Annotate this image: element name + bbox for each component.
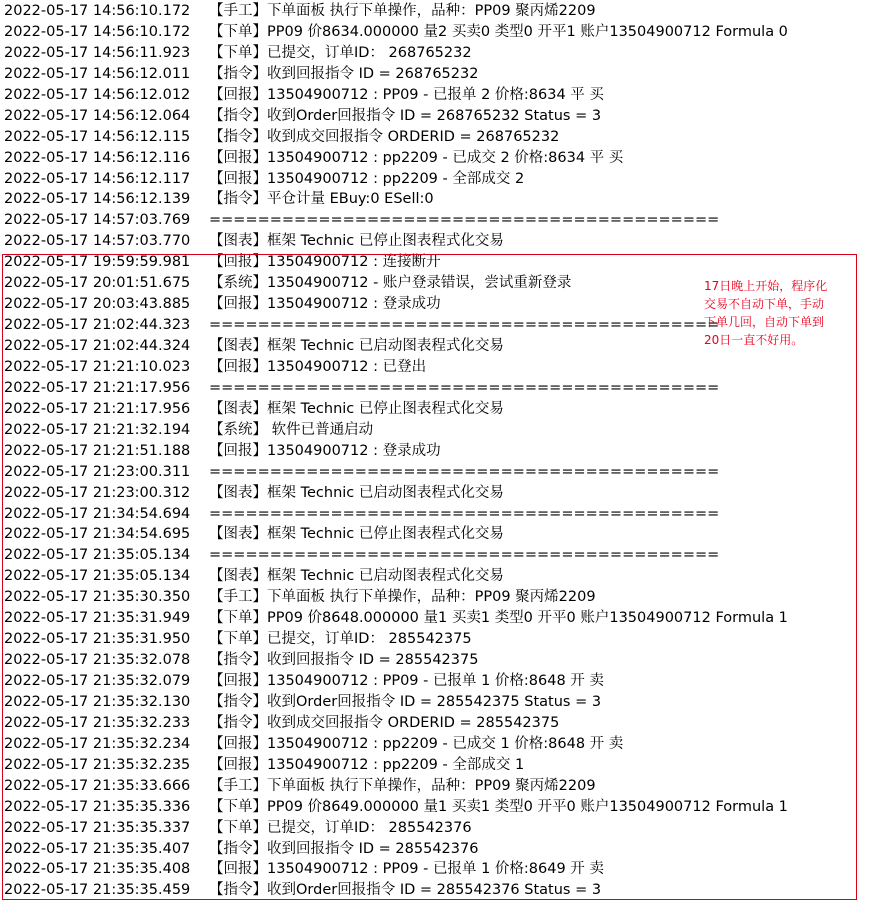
log-row bbox=[0, 148, 880, 169]
log-message: 【下单】已提交，订单ID： 285542375 bbox=[209, 631, 472, 648]
log-message: ========================================== bbox=[209, 463, 720, 480]
log-timestamp: 2022-05-17 21:21:32.194 bbox=[4, 421, 191, 438]
log-timestamp: 2022-05-17 21:34:54.694 bbox=[4, 505, 191, 522]
log-message: 【图表】框架 Technic 已停止图表程式化交易 bbox=[209, 400, 504, 417]
log-message: 【回报】13504900712 : PP09 - 已报单 2 价格:8634 平 买 bbox=[209, 86, 604, 103]
log-message: 【下单】PP09 价8634.000000 量2 买卖0 类型0 开平1 账户13504900712 Formula 0 bbox=[209, 23, 788, 40]
log-timestamp: 2022-05-17 14:56:11.923 bbox=[4, 44, 191, 61]
log-timestamp: 2022-05-17 21:02:44.323 bbox=[4, 317, 191, 334]
log-timestamp: 2022-05-17 20:01:51.675 bbox=[4, 275, 191, 292]
log-row bbox=[0, 1, 880, 22]
log-timestamp: 2022-05-17 21:21:51.188 bbox=[4, 442, 191, 459]
log-message: 【回报】13504900712 : 已登出 bbox=[209, 358, 427, 375]
log-message: 【回报】13504900712 : 连接断开 bbox=[209, 254, 441, 271]
log-timestamp: 2022-05-17 14:56:12.012 bbox=[4, 86, 191, 103]
log-timestamp: 2022-05-17 21:21:17.956 bbox=[4, 379, 191, 396]
log-message: 【下单】PP09 价8648.000000 量1 买卖1 类型0 开平0 账户13504900712 Formula 1 bbox=[209, 610, 788, 627]
log-timestamp: 2022-05-17 21:35:05.134 bbox=[4, 547, 191, 564]
log-timestamp: 2022-05-17 14:56:12.115 bbox=[4, 128, 191, 145]
log-message: 【图表】框架 Technic 已启动图表程式化交易 bbox=[209, 484, 504, 501]
log-timestamp: 2022-05-17 21:21:10.023 bbox=[4, 358, 191, 375]
log-message: ========================================== bbox=[209, 379, 720, 396]
log-timestamp: 2022-05-17 21:21:17.956 bbox=[4, 400, 191, 417]
log-timestamp: 2022-05-17 21:35:35.336 bbox=[4, 798, 191, 815]
log-timestamp: 2022-05-17 21:34:54.695 bbox=[4, 526, 191, 543]
log-message: 【指令】收到回报指令 ID = 285542375 bbox=[209, 652, 479, 669]
log-timestamp: 2022-05-17 14:57:03.769 bbox=[4, 212, 191, 229]
log-message: 【图表】框架 Technic 已启动图表程式化交易 bbox=[209, 568, 504, 585]
log-message: ========================================== bbox=[209, 317, 720, 334]
log-row bbox=[0, 85, 880, 106]
log-row bbox=[0, 22, 880, 43]
highlight-box bbox=[2, 254, 857, 900]
log-timestamp: 2022-05-17 21:23:00.312 bbox=[4, 484, 191, 501]
log-message: 【下单】已提交，订单ID： 285542376 bbox=[209, 819, 472, 836]
log-message: 【图表】框架 Technic 已停止图表程式化交易 bbox=[209, 526, 504, 543]
log-row bbox=[0, 106, 880, 127]
log-timestamp: 2022-05-17 20:03:43.885 bbox=[4, 296, 191, 313]
log-message: 【指令】收到成交回报指令 ORDERID = 285542375 bbox=[209, 714, 560, 731]
log-timestamp: 2022-05-17 21:02:44.324 bbox=[4, 338, 191, 354]
log-message: 【指令】收到Order回报指令 ID = 285542376 Status = 3 bbox=[209, 882, 602, 899]
log-message: ========================================== bbox=[209, 505, 720, 522]
log-timestamp: 2022-05-17 14:56:12.011 bbox=[4, 65, 191, 82]
log-row bbox=[0, 64, 880, 85]
log-message: 【回报】13504900712 : pp2209 - 已成交 2 价格:8634 平 买 bbox=[209, 149, 624, 166]
log-timestamp: 2022-05-17 21:23:00.311 bbox=[4, 463, 191, 480]
log-timestamp: 2022-05-17 14:56:10.172 bbox=[4, 3, 191, 19]
log-message: 【指令】收到Order回报指令 ID = 285542375 Status = 3 bbox=[209, 693, 602, 710]
log-timestamp: 2022-05-17 21:35:32.234 bbox=[4, 735, 191, 752]
log-message: 【指令】收到Order回报指令 ID = 268765232 Status = 3 bbox=[209, 107, 602, 124]
log-timestamp: 2022-05-17 21:35:30.350 bbox=[4, 589, 191, 606]
log-message: 【图表】框架 Technic 已停止图表程式化交易 bbox=[209, 233, 504, 250]
log-message: 【回报】13504900712 : pp2209 - 已成交 1 价格:8648 开 卖 bbox=[209, 735, 624, 752]
log-timestamp: 2022-05-17 19:59:59.981 bbox=[4, 254, 191, 271]
log-timestamp: 2022-05-17 21:35:32.079 bbox=[4, 673, 191, 689]
log-timestamp: 2022-05-17 21:35:35.337 bbox=[4, 819, 191, 836]
log-message: 【系统】 软件已普通启动 bbox=[209, 421, 374, 438]
log-timestamp: 2022-05-17 21:35:35.407 bbox=[4, 840, 191, 857]
log-timestamp: 2022-05-17 21:35:35.408 bbox=[4, 861, 191, 878]
log-timestamp: 2022-05-17 21:35:05.134 bbox=[4, 568, 191, 585]
log-message: 【回报】13504900712 : 登录成功 bbox=[209, 442, 441, 459]
log-timestamp: 2022-05-17 21:35:33.666 bbox=[4, 777, 191, 794]
log-message: 【回报】13504900712 : 登录成功 bbox=[209, 296, 441, 313]
log-message: 【系统】13504900712 - 账户登录错误，尝试重新登录 bbox=[209, 275, 572, 292]
log-timestamp: 2022-05-17 21:35:31.949 bbox=[4, 610, 191, 627]
log-message: 【回报】13504900712 : pp2209 - 全部成交 1 bbox=[209, 756, 525, 773]
log-timestamp: 2022-05-17 21:35:35.459 bbox=[4, 882, 191, 899]
log-message: 【指令】收到回报指令 ID = 268765232 bbox=[209, 65, 479, 82]
log-timestamp: 2022-05-17 14:56:12.139 bbox=[4, 191, 191, 208]
log-message: ========================================== bbox=[209, 547, 720, 564]
log-message: 【回报】13504900712 : PP09 - 已报单 1 价格:8648 开 卖 bbox=[209, 673, 604, 689]
log-timestamp: 2022-05-17 21:35:32.233 bbox=[4, 714, 191, 731]
log-message: 【指令】收到回报指令 ID = 285542376 bbox=[209, 840, 479, 857]
log-timestamp: 2022-05-17 14:57:03.770 bbox=[4, 233, 191, 250]
log-timestamp: 2022-05-17 21:35:32.130 bbox=[4, 693, 191, 710]
log-message: 【下单】PP09 价8649.000000 量1 买卖1 类型0 开平0 账户13504900712 Formula 1 bbox=[209, 798, 788, 815]
log-message: 【指令】平仓计量 EBuy:0 ESell:0 bbox=[209, 191, 434, 208]
log-row bbox=[0, 127, 880, 148]
log-row bbox=[0, 169, 880, 190]
log-message: 【手工】下单面板 执行下单操作，品种：PP09 聚丙烯2209 bbox=[209, 3, 596, 19]
log-row bbox=[0, 210, 880, 231]
log-message: ========================================== bbox=[209, 212, 720, 229]
log-message: 【回报】13504900712 : PP09 - 已报单 1 价格:8649 开 卖 bbox=[209, 861, 604, 878]
log-message: 【回报】13504900712 : pp2209 - 全部成交 2 bbox=[209, 170, 525, 187]
log-row bbox=[0, 43, 880, 64]
log-message: 【下单】已提交，订单ID： 268765232 bbox=[209, 44, 472, 61]
log-timestamp: 2022-05-17 14:56:12.116 bbox=[4, 149, 191, 166]
log-row bbox=[0, 189, 880, 210]
log-message: 【手工】下单面板 执行下单操作，品种：PP09 聚丙烯2209 bbox=[209, 589, 596, 606]
log-row bbox=[0, 231, 880, 252]
log-message: 【指令】收到成交回报指令 ORDERID = 268765232 bbox=[209, 128, 560, 145]
log-timestamp: 2022-05-17 21:35:32.078 bbox=[4, 652, 191, 669]
log-timestamp: 2022-05-17 21:35:31.950 bbox=[4, 631, 191, 648]
log-message: 【手工】下单面板 执行下单操作，品种：PP09 聚丙烯2209 bbox=[209, 777, 596, 794]
log-timestamp: 2022-05-17 21:35:32.235 bbox=[4, 756, 191, 773]
log-message: 【图表】框架 Technic 已启动图表程式化交易 bbox=[209, 338, 504, 354]
log-timestamp: 2022-05-17 14:56:12.064 bbox=[4, 107, 191, 124]
log-timestamp: 2022-05-17 14:56:10.172 bbox=[4, 23, 191, 40]
annotation-note: 17日晚上开始，程序化 交易不自动下单，手动 下单几回，自动下单到 20日一直不好用。 bbox=[704, 279, 828, 347]
log-timestamp: 2022-05-17 14:56:12.117 bbox=[4, 170, 191, 187]
